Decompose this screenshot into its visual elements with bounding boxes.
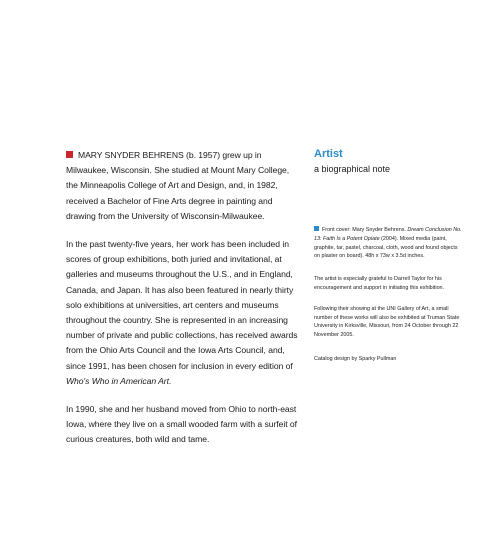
- red-square-bullet-icon: [66, 151, 73, 158]
- bio-paragraph-2-text: In the past twenty-five years, her work has been included in scores of group exhibitions, both juried and invitational, at galleries and museums throughout the U.S., and in England, Canada, and Japan. It has also been featured in nearly thirty solo exhibitions at universities, art centers and museums throughout the country. She is represented in an increasing number of private and public collections, has received awards from the Ohio Arts Council and the Iowa Arts Council, and, since 1991, has been chosen for inclusion in every edition of: [66, 239, 298, 371]
- bio-paragraph-2: [66, 237, 299, 389]
- bio-paragraph-1: [66, 148, 299, 224]
- sidebar-subtitle: a biographical note: [314, 164, 391, 174]
- blue-square-bullet-icon: [314, 226, 319, 231]
- cover-credit-text-a: Front cover: Mary Snyder Behrens.: [322, 227, 408, 233]
- bio-paragraph-1-text: (b. 1957) grew up in Milwaukee, Wisconsin. She studied at Mount Mary College, the Minneapolis College of Art and Design, and, in 1982, received a Bachelor of Fine Arts degree in painting and drawing from the University of Wisconsin-Milwaukee.: [66, 150, 290, 221]
- exhibition-travel-note: Following their showing at the UNI Gallery of Art, a small number of these works will also be exhibited at Truman State University in Kirksville, Missouri, from 24 October through 22 November 2005.: [314, 305, 460, 339]
- design-credit-note: Catalog design by Sparky Pullman: [314, 355, 397, 362]
- acknowledgement-note: The artist is especially grateful to Darrell Taylor for his encouragement and support in initiating this exhibition.: [314, 276, 445, 291]
- sidebar-column: [314, 148, 464, 364]
- bio-paragraph-2-end: .: [168, 375, 172, 386]
- cover-credit-note: [314, 226, 464, 261]
- bio-paragraph-3-text: In 1990, she and her husband moved from Ohio to north-east Iowa, where they live on a small wooded farm with a surfeit of curious creatures, both wild and tame.: [66, 404, 297, 445]
- artist-name: MARY SNYDER BEHRENS: [78, 150, 184, 160]
- biography-column: [66, 148, 299, 461]
- publication-title: Who's Who in American Art: [66, 375, 169, 386]
- bio-paragraph-3: [66, 402, 299, 448]
- cover-credit-text-b: (2004). Mixed media (paint, graphite, tar, pastel, charcoal, cloth, wood and found objects on plaster on board). 48h x 73w x 3.5d inches.: [314, 235, 458, 260]
- sidebar-title: Artist: [314, 148, 343, 160]
- artwork-title: Dream Conclusion No. 13: Faith Is a Potent Opiate: [314, 227, 462, 242]
